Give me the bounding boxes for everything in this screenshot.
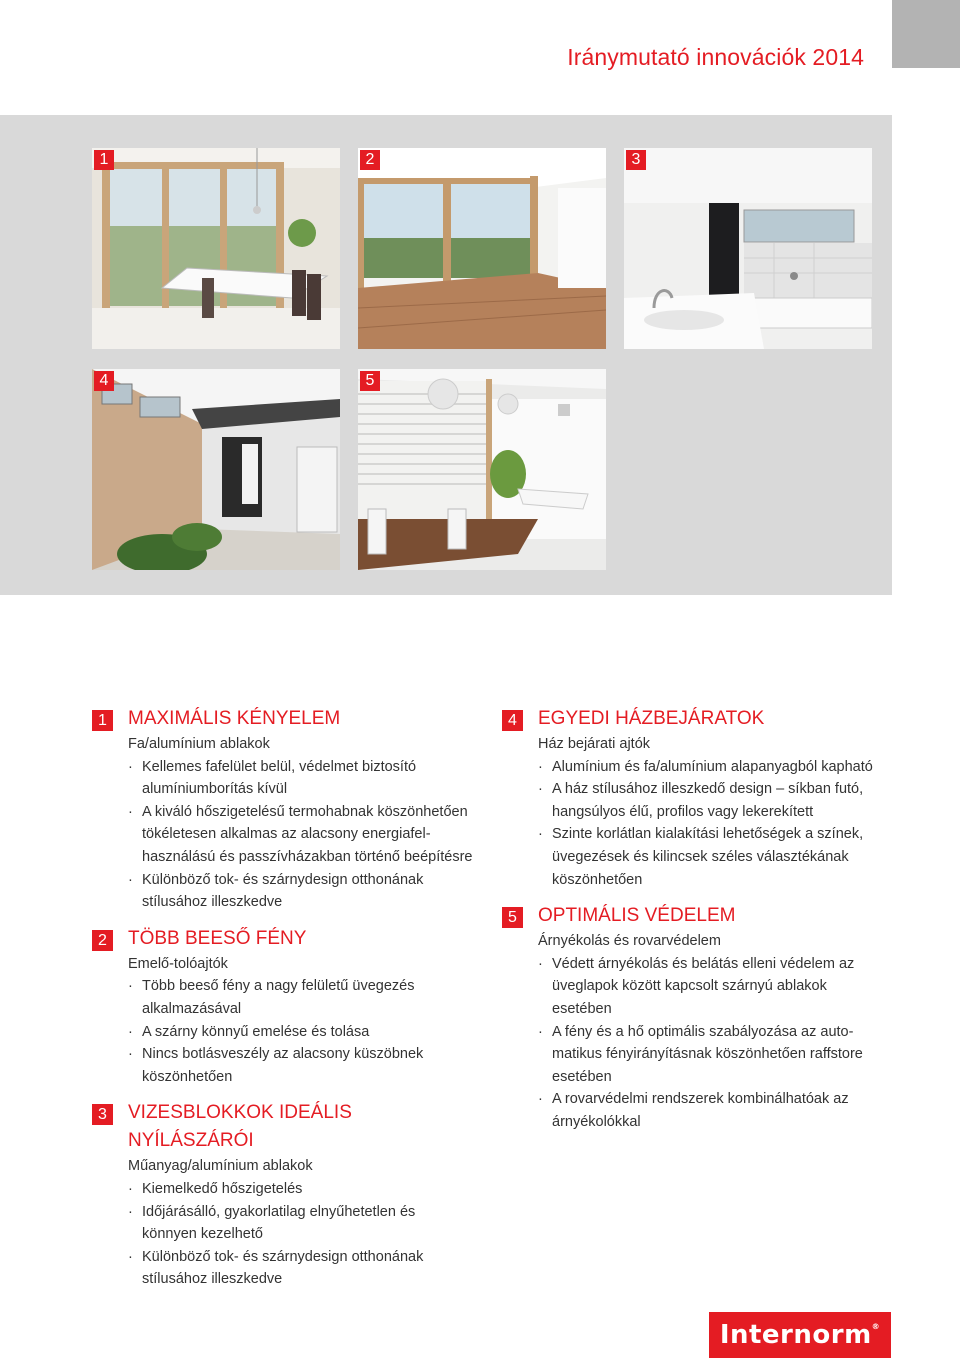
registered-mark: ® bbox=[871, 1322, 881, 1331]
section-subtitle: Műanyag/alumínium ablakok bbox=[128, 1158, 313, 1175]
bullet-list bbox=[128, 756, 472, 914]
list-item: · Időjárásálló, gyakorlatilag elnyűhetetlen és könnyen kezelhető bbox=[128, 1201, 418, 1246]
photo-panel bbox=[0, 115, 892, 595]
photo-number: 5 bbox=[360, 371, 380, 391]
list-item: · Kiemelkedő hőszigetelés bbox=[128, 1178, 472, 1201]
photo-2 bbox=[358, 148, 606, 349]
list-item: · Kellemes fafelület belül, védelmet biztosító alumíniumborítás kívül bbox=[128, 756, 434, 801]
list-item: · Védett árnyékolás és belátás elleni védelem az üveglapok között kapcsolt szárnyú ablakok esetében bbox=[538, 953, 868, 1021]
right-column bbox=[502, 705, 882, 1134]
section-number: 4 bbox=[502, 710, 523, 731]
section-3 bbox=[92, 1099, 472, 1291]
living-room-blinds-photo-icon bbox=[358, 369, 606, 570]
section-number: 3 bbox=[92, 1104, 113, 1125]
list-item: · Nincs botlásveszély az alacsony küszöbnek köszönhetően bbox=[128, 1043, 438, 1088]
section-4 bbox=[502, 705, 882, 891]
photo-5 bbox=[358, 369, 606, 570]
bullet-list bbox=[538, 953, 882, 1134]
list-item: · Szinte korlátlan kialakítási lehetőségek a színek, üvegezések és kilincsek széles választékának köszönhetően bbox=[538, 823, 883, 891]
dining-room-photo-icon bbox=[92, 148, 340, 349]
internorm-logo bbox=[709, 1312, 891, 1358]
list-item: · A ház stílusához illeszkedő design – síkban futó, hangsúlyos élű, profilos vagy lekerekített bbox=[538, 778, 883, 823]
corner-block bbox=[892, 0, 960, 68]
section-number: 5 bbox=[502, 907, 523, 928]
sliding-door-deck-photo-icon bbox=[358, 148, 606, 349]
section-title: VIZESBLOKKOK IDEÁLIS NYÍLÁSZÁRÓI bbox=[128, 1102, 352, 1152]
section-subtitle: Árnyékolás és rovarvédelem bbox=[538, 933, 721, 950]
list-item: · A fény és a hő optimális szabályozása az auto-matikus fényirányításnak köszönhetően raffstore esetében bbox=[538, 1021, 883, 1089]
left-column bbox=[92, 705, 472, 1291]
list-item: · A kiváló hőszigetelésű termohabnak köszönhetően tökéletesen alkalmas az alacsony energiafel-használású és passzívházakban történő beépítésre bbox=[128, 801, 480, 869]
bullet-list bbox=[128, 1178, 472, 1291]
section-subtitle: Emelő-tolóajtók bbox=[128, 955, 228, 972]
section-number: 2 bbox=[92, 930, 113, 951]
list-item: · Különböző tok- és szárnydesign otthonának stílusához illeszkedve bbox=[128, 1246, 458, 1291]
list-item: · Alumínium és fa/alumínium alapanyagból kapható bbox=[538, 756, 883, 779]
section-5 bbox=[502, 902, 882, 1133]
photo-number: 4 bbox=[94, 371, 114, 391]
bullet-list bbox=[538, 756, 882, 892]
section-title: OPTIMÁLIS VÉDELEM bbox=[538, 905, 736, 927]
logo-text: Internorm bbox=[719, 1320, 872, 1350]
section-title: MAXIMÁLIS KÉNYELEM bbox=[128, 708, 341, 729]
section-1 bbox=[92, 705, 472, 914]
bullet-list bbox=[128, 975, 472, 1088]
section-2 bbox=[92, 925, 472, 1089]
section-number: 1 bbox=[92, 710, 113, 731]
entrance-door-photo-icon bbox=[92, 369, 340, 570]
list-item: · A szárny könnyű emelése és tolása bbox=[128, 1021, 472, 1044]
section-title: TÖBB BEESŐ FÉNY bbox=[128, 927, 307, 949]
photo-1 bbox=[92, 148, 340, 349]
list-item: · A rovarvédelmi rendszerek kombinálhatóak az árnyékolókkal bbox=[538, 1088, 868, 1133]
list-item: · Különböző tok- és szárnydesign otthonának stílusához illeszkedve bbox=[128, 869, 458, 914]
photo-4 bbox=[92, 369, 340, 570]
list-item: · Több beeső fény a nagy felületű üvegezés alkalmazásával bbox=[128, 975, 428, 1020]
page-title: Iránymutató innovációk 2014 bbox=[567, 44, 864, 70]
photo-number: 1 bbox=[94, 150, 114, 170]
photo-number: 3 bbox=[626, 150, 646, 170]
photo-number: 2 bbox=[360, 150, 380, 170]
section-subtitle: Fa/alumínium ablakok bbox=[128, 736, 270, 752]
photo-3 bbox=[624, 148, 872, 349]
section-subtitle: Ház bejárati ajtók bbox=[538, 736, 651, 752]
bathroom-photo-icon bbox=[624, 148, 872, 349]
section-title: EGYEDI HÁZBEJÁRATOK bbox=[538, 708, 765, 729]
